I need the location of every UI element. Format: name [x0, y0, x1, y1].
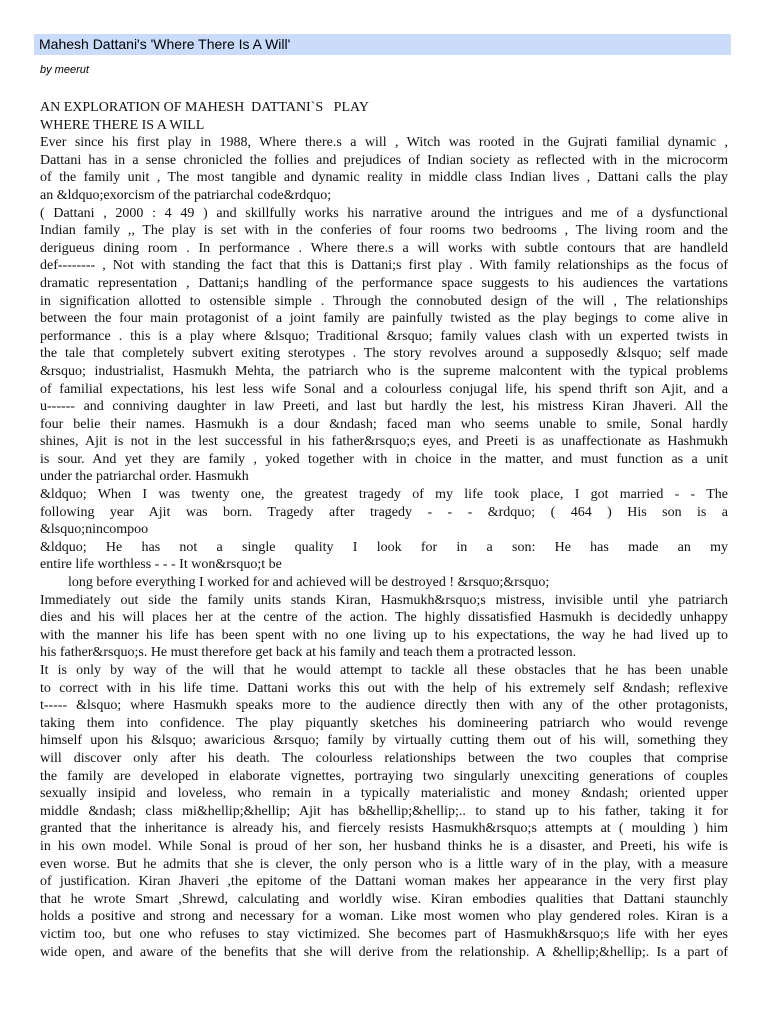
article-text-line: is sour. And yet they are family , yoked together with in choice in the matter, and must function as a unit	[40, 451, 728, 467]
article-text-line: shines, Ajit is not in the lest successful in his father&rsquo;s eyes, and Preeti is as unaffectionate as Hashmukh	[40, 434, 728, 450]
article-text-line: will discover only after his death. The colourless relationships between the two couples that comprise	[40, 750, 728, 766]
article-text-line: &lsquo;nincompoo	[40, 522, 149, 538]
document-title-bar	[34, 34, 731, 55]
article-text-line: Immediately out side the family units stands Kiran, Hasmukh&rsquo;s mistress, invisible until yhe patriarch	[40, 592, 728, 608]
article-text-line: holds a positive and strong and necessary for a woman. Like most women who play gendered roles. Kiran is a	[40, 909, 728, 925]
article-text-line: under the patriarchal order. Hasmukh	[40, 469, 249, 485]
article-text-line: granted that the inheritance is already his, and fiercely resists Hasmukh&rsquo;s attempts at ( moulding ) him	[40, 821, 728, 837]
article-text-line: ( Dattani , 2000 : 4 49 ) and skillfully works his narrative around the intrigues and me of a dysfunctional	[40, 205, 728, 221]
article-text-line: t----- &lsquo; where Hasmukh speaks more to the audience directly then with any of the other protagonists,	[40, 698, 728, 714]
article-text-line: derigueus dining room . In performance . Where there.s a will works with subtle contours that are handleld	[40, 240, 728, 256]
article-heading-line: AN EXPLORATION OF MAHESH DATTANI`S PLAY	[40, 100, 369, 115]
article-text-line: that he wrote Smart ,Shrewd, calculating and worldly wise. Kiran embodies qualities that Dattani staunchly	[40, 891, 728, 907]
article-text-line: in his own model. While Sonal is proud of her son, her husband thinks he is a disaster, and Preeti, his wife is	[40, 838, 728, 854]
article-body	[40, 99, 728, 961]
article-text-line: of the family unit , The most tangible and dynamic reality in middle class Indian lives , Dattani calls the play	[40, 170, 728, 186]
article-text-line: of justification. Kiran Jhaveri ,the epitome of the Dattani woman makes her appearance in the very first play	[40, 874, 728, 890]
article-text-line: with the manner his life has been spent with no one living up to his expectations, the way he had lived up to	[40, 627, 728, 643]
article-text-line: of familial expectations, his lest less wife Sonal and a colourless conjugal life, his spend thrift son Ajit, and a	[40, 381, 728, 397]
article-text-line: Indian family ,, The play is set with in the conferies of four rooms two bedrooms , The living room and the	[40, 223, 728, 239]
article-text-line: Ever since his first play in 1988, Where there.s a will , Witch was rooted in the Gujrati familial dynamic ,	[40, 135, 728, 151]
article-text-line: between the four main protagonist of a joint family are painfully twisted as the play begings to come alive in	[40, 311, 728, 327]
article-text-line: middle &ndash; class mi&hellip;&hellip; Ajit has b&hellip;&hellip;.. to stand up to his father, taking it for	[40, 803, 728, 819]
author-byline: by meerut	[40, 64, 89, 76]
article-text-line: the tale that completely subvert exiting sterotypes . The story revolves around a supposedly &lsquo; self made	[40, 346, 728, 362]
article-text-line: to correct with in his life time. Dattani works this out with the help of his extremely self &ndash; reflexive	[40, 680, 728, 696]
document-title: Mahesh Dattani's 'Where There Is A Will'	[39, 36, 291, 52]
article-text-line: even worse. But he admits that she is clever, the only person who is a little wary of in the play, with a measure	[40, 856, 728, 872]
article-text-line: dramatic representation , Dattani;s handling of the performance space suggests to his audiences the vartations	[40, 275, 728, 291]
article-heading-line: WHERE THERE IS A WILL	[40, 117, 205, 133]
article-text-line: long before everything I worked for and achieved will be destroyed ! &rsquo;&rsquo;	[40, 575, 550, 591]
article-text-line: taking them into confidence. The play piquantly sketches his domineering patriarch who would revenge	[40, 715, 728, 731]
article-text-line: It is only by way of the will that he would attempt to tackle all these obstacles that he has been unable	[40, 663, 728, 678]
article-text-line: &ldquo; He has not a single quality I look for in a son: He has made an my	[40, 539, 728, 555]
article-text-line: Dattani has in a sense chronicled the follies and prejudices of Indian society as reflected with in the microcorm	[40, 152, 728, 168]
article-text-line: sexually insipid and loveless, who remain in a typically materialistic and money &ndash; oriented upper	[40, 786, 728, 802]
article-text-line: following year Ajit was born. Tragedy after tragedy - - - &rdquo; ( 464 ) His son is a	[40, 504, 728, 520]
article-text-line: performance . this is a play where &lsquo; Traditional &rsquo; family values clash with un experted twists in	[40, 328, 728, 344]
article-text-line: an &ldquo;exorcism of the patriarchal code&rdquo;	[40, 187, 332, 203]
article-text-line: &ldquo; When I was twenty one, the greatest tragedy of my life took place, I got married - - The	[40, 487, 728, 503]
article-text-line: victim too, but one who refuses to stay victimized. She becomes part of Hasmukh&rsquo;s life with her eyes	[40, 926, 728, 942]
article-text-line: his father&rsquo;s. He must therefore get back at his family and teach them a protracted lesson.	[40, 645, 577, 661]
article-text-line: the family are developed in elaborate vignettes, portraying two singularly unexciting generations of couples	[40, 768, 728, 784]
article-text-line: &rsquo; industrialist, Hasmukh Mehta, the patriarch who is the supreme malcontent with the typical problems	[40, 363, 728, 379]
article-text-line: def-------- , Not with standing the fact that this is Dattani;s first play . With family relationships as the focus of	[40, 258, 728, 274]
article-text-line: himself upon his &lsquo; awaricious &rsquo; family by virtually cutting them out of his will, something they	[40, 733, 728, 749]
article-text-line: wide open, and aware of the benefits that she will derive from the relationship. A &hellip;&hellip;. Is a part of	[40, 944, 728, 960]
article-text-line: four belie their names. Hasmukh is a dour &ndash; faced man who seems unable to smile, Sonal hardly	[40, 416, 728, 432]
article-text-line: dies and his will places her at the centre of the action. The highly dissatisfied Hasmukh is decidedly unhappy	[40, 610, 728, 626]
article-text-line: entire life worthless - - - It won&rsquo;t be	[40, 557, 282, 573]
article-text-line: u------ and conniving daughter in law Preeti, and last but hardly the lest, his mistress Kiran Jhaveri. All the	[40, 399, 728, 415]
article-text-line: in signification allotted to ostensible simple . Through the connobuted design of the will , The relationships	[40, 293, 728, 309]
